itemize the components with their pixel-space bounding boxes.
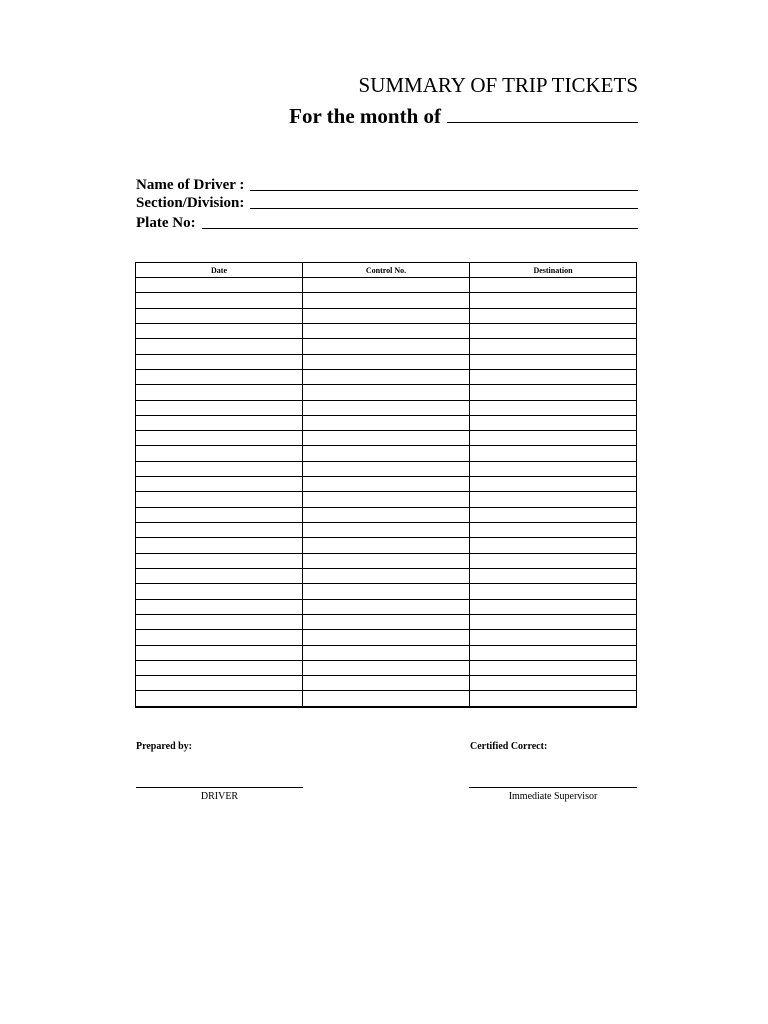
control-no-cell[interactable] <box>303 431 470 446</box>
table-body <box>136 278 637 707</box>
control-no-cell[interactable] <box>303 507 470 522</box>
control-no-cell[interactable] <box>303 339 470 354</box>
date-cell[interactable] <box>136 492 303 507</box>
table-row <box>136 691 637 707</box>
driver-role-label: DRIVER <box>200 791 239 802</box>
table-row <box>136 492 637 507</box>
control-no-cell[interactable] <box>303 354 470 369</box>
destination-cell[interactable] <box>470 400 637 415</box>
date-cell[interactable] <box>136 630 303 645</box>
table-row <box>136 369 637 384</box>
table-row <box>136 278 637 293</box>
date-cell[interactable] <box>136 660 303 675</box>
destination-cell[interactable] <box>470 278 637 293</box>
date-cell[interactable] <box>136 676 303 691</box>
section-division-field[interactable] <box>136 192 638 212</box>
destination-cell[interactable] <box>470 645 637 660</box>
table-row <box>136 676 637 691</box>
destination-cell[interactable] <box>470 308 637 323</box>
control-no-cell[interactable] <box>303 630 470 645</box>
destination-cell[interactable] <box>470 431 637 446</box>
table-row <box>136 599 637 614</box>
destination-cell[interactable] <box>470 614 637 629</box>
date-cell[interactable] <box>136 477 303 492</box>
table-row <box>136 630 637 645</box>
control-no-cell[interactable] <box>303 446 470 461</box>
destination-cell[interactable] <box>470 385 637 400</box>
date-cell[interactable] <box>136 461 303 476</box>
control-no-cell[interactable] <box>303 400 470 415</box>
table-row <box>136 568 637 583</box>
date-cell[interactable] <box>136 645 303 660</box>
date-cell[interactable] <box>136 369 303 384</box>
table-row <box>136 660 637 675</box>
table-row <box>136 400 637 415</box>
table-row <box>136 523 637 538</box>
destination-cell[interactable] <box>470 415 637 430</box>
month-heading <box>136 102 638 130</box>
driver-signature-line[interactable] <box>136 787 303 788</box>
date-cell[interactable] <box>136 538 303 553</box>
control-no-cell[interactable] <box>303 645 470 660</box>
plate-number-field[interactable] <box>136 212 638 232</box>
table-row <box>136 323 637 338</box>
destination-cell[interactable] <box>470 553 637 568</box>
table-row <box>136 614 637 629</box>
table-row <box>136 507 637 522</box>
section-division-line[interactable] <box>250 207 638 209</box>
section-division-label: Section/Division: <box>136 195 245 211</box>
date-cell[interactable] <box>136 278 303 293</box>
driver-name-label: Name of Driver : <box>136 177 245 193</box>
destination-cell[interactable] <box>470 323 637 338</box>
table-row <box>136 446 637 461</box>
destination-cell[interactable] <box>470 676 637 691</box>
control-no-cell[interactable] <box>303 538 470 553</box>
destination-cell[interactable] <box>470 293 637 308</box>
date-cell[interactable] <box>136 446 303 461</box>
date-cell[interactable] <box>136 400 303 415</box>
date-cell[interactable] <box>136 691 303 707</box>
date-cell[interactable] <box>136 415 303 430</box>
control-no-cell[interactable] <box>303 293 470 308</box>
table-header-row <box>136 263 637 278</box>
destination-cell[interactable] <box>470 691 637 707</box>
date-cell[interactable] <box>136 599 303 614</box>
destination-cell[interactable] <box>470 446 637 461</box>
control-no-cell[interactable] <box>303 599 470 614</box>
destination-cell[interactable] <box>470 507 637 522</box>
table-row <box>136 415 637 430</box>
table-row <box>136 339 637 354</box>
certified-correct-label: Certified Correct: <box>470 741 548 752</box>
date-cell[interactable] <box>136 553 303 568</box>
destination-cell[interactable] <box>470 523 637 538</box>
destination-cell[interactable] <box>470 369 637 384</box>
date-cell[interactable] <box>136 385 303 400</box>
destination-cell[interactable] <box>470 630 637 645</box>
table-row <box>136 477 637 492</box>
trip-ticket-table <box>135 262 637 708</box>
month-blank-line[interactable] <box>447 104 638 123</box>
destination-cell[interactable] <box>470 492 637 507</box>
control-no-cell[interactable] <box>303 660 470 675</box>
date-cell[interactable] <box>136 614 303 629</box>
date-cell[interactable] <box>136 568 303 583</box>
supervisor-role-label: Immediate Supervisor <box>508 791 598 802</box>
date-cell[interactable] <box>136 339 303 354</box>
table-row <box>136 538 637 553</box>
form-title: SUMMARY OF TRIP TICKETS <box>358 73 638 97</box>
date-cell[interactable] <box>136 308 303 323</box>
table-row <box>136 385 637 400</box>
control-no-cell[interactable] <box>303 369 470 384</box>
column-header-destination: Destination <box>470 263 637 278</box>
control-no-cell[interactable] <box>303 523 470 538</box>
date-cell[interactable] <box>136 584 303 599</box>
destination-cell[interactable] <box>470 660 637 675</box>
destination-cell[interactable] <box>470 584 637 599</box>
driver-name-field[interactable] <box>136 174 638 194</box>
date-cell[interactable] <box>136 523 303 538</box>
date-cell[interactable] <box>136 293 303 308</box>
table-row <box>136 584 637 599</box>
date-cell[interactable] <box>136 507 303 522</box>
column-header-control-no: Control No. <box>303 263 470 278</box>
control-no-cell[interactable] <box>303 584 470 599</box>
date-cell[interactable] <box>136 354 303 369</box>
plate-number-line[interactable] <box>202 227 638 229</box>
control-no-cell[interactable] <box>303 385 470 400</box>
month-label: For the month of <box>289 104 441 128</box>
destination-cell[interactable] <box>470 461 637 476</box>
destination-cell[interactable] <box>470 538 637 553</box>
control-no-cell[interactable] <box>303 323 470 338</box>
date-cell[interactable] <box>136 323 303 338</box>
table-row <box>136 431 637 446</box>
table-row <box>136 293 637 308</box>
destination-cell[interactable] <box>470 339 637 354</box>
plate-number-label: Plate No: <box>136 215 196 231</box>
date-cell[interactable] <box>136 431 303 446</box>
table-row <box>136 553 637 568</box>
destination-cell[interactable] <box>470 354 637 369</box>
control-no-cell[interactable] <box>303 278 470 293</box>
control-no-cell[interactable] <box>303 614 470 629</box>
table-row <box>136 308 637 323</box>
control-no-cell[interactable] <box>303 691 470 707</box>
control-no-cell[interactable] <box>303 415 470 430</box>
control-no-cell[interactable] <box>303 461 470 476</box>
destination-cell[interactable] <box>470 599 637 614</box>
supervisor-signature-line[interactable] <box>469 787 637 788</box>
destination-cell[interactable] <box>470 477 637 492</box>
control-no-cell[interactable] <box>303 676 470 691</box>
table-row <box>136 354 637 369</box>
control-no-cell[interactable] <box>303 308 470 323</box>
table-row <box>136 461 637 476</box>
prepared-by-label: Prepared by: <box>136 741 193 752</box>
table-row <box>136 645 637 660</box>
column-header-date: Date <box>136 263 303 278</box>
driver-name-line[interactable] <box>250 189 638 191</box>
control-no-cell[interactable] <box>303 492 470 507</box>
control-no-cell[interactable] <box>303 477 470 492</box>
control-no-cell[interactable] <box>303 553 470 568</box>
control-no-cell[interactable] <box>303 568 470 583</box>
destination-cell[interactable] <box>470 568 637 583</box>
